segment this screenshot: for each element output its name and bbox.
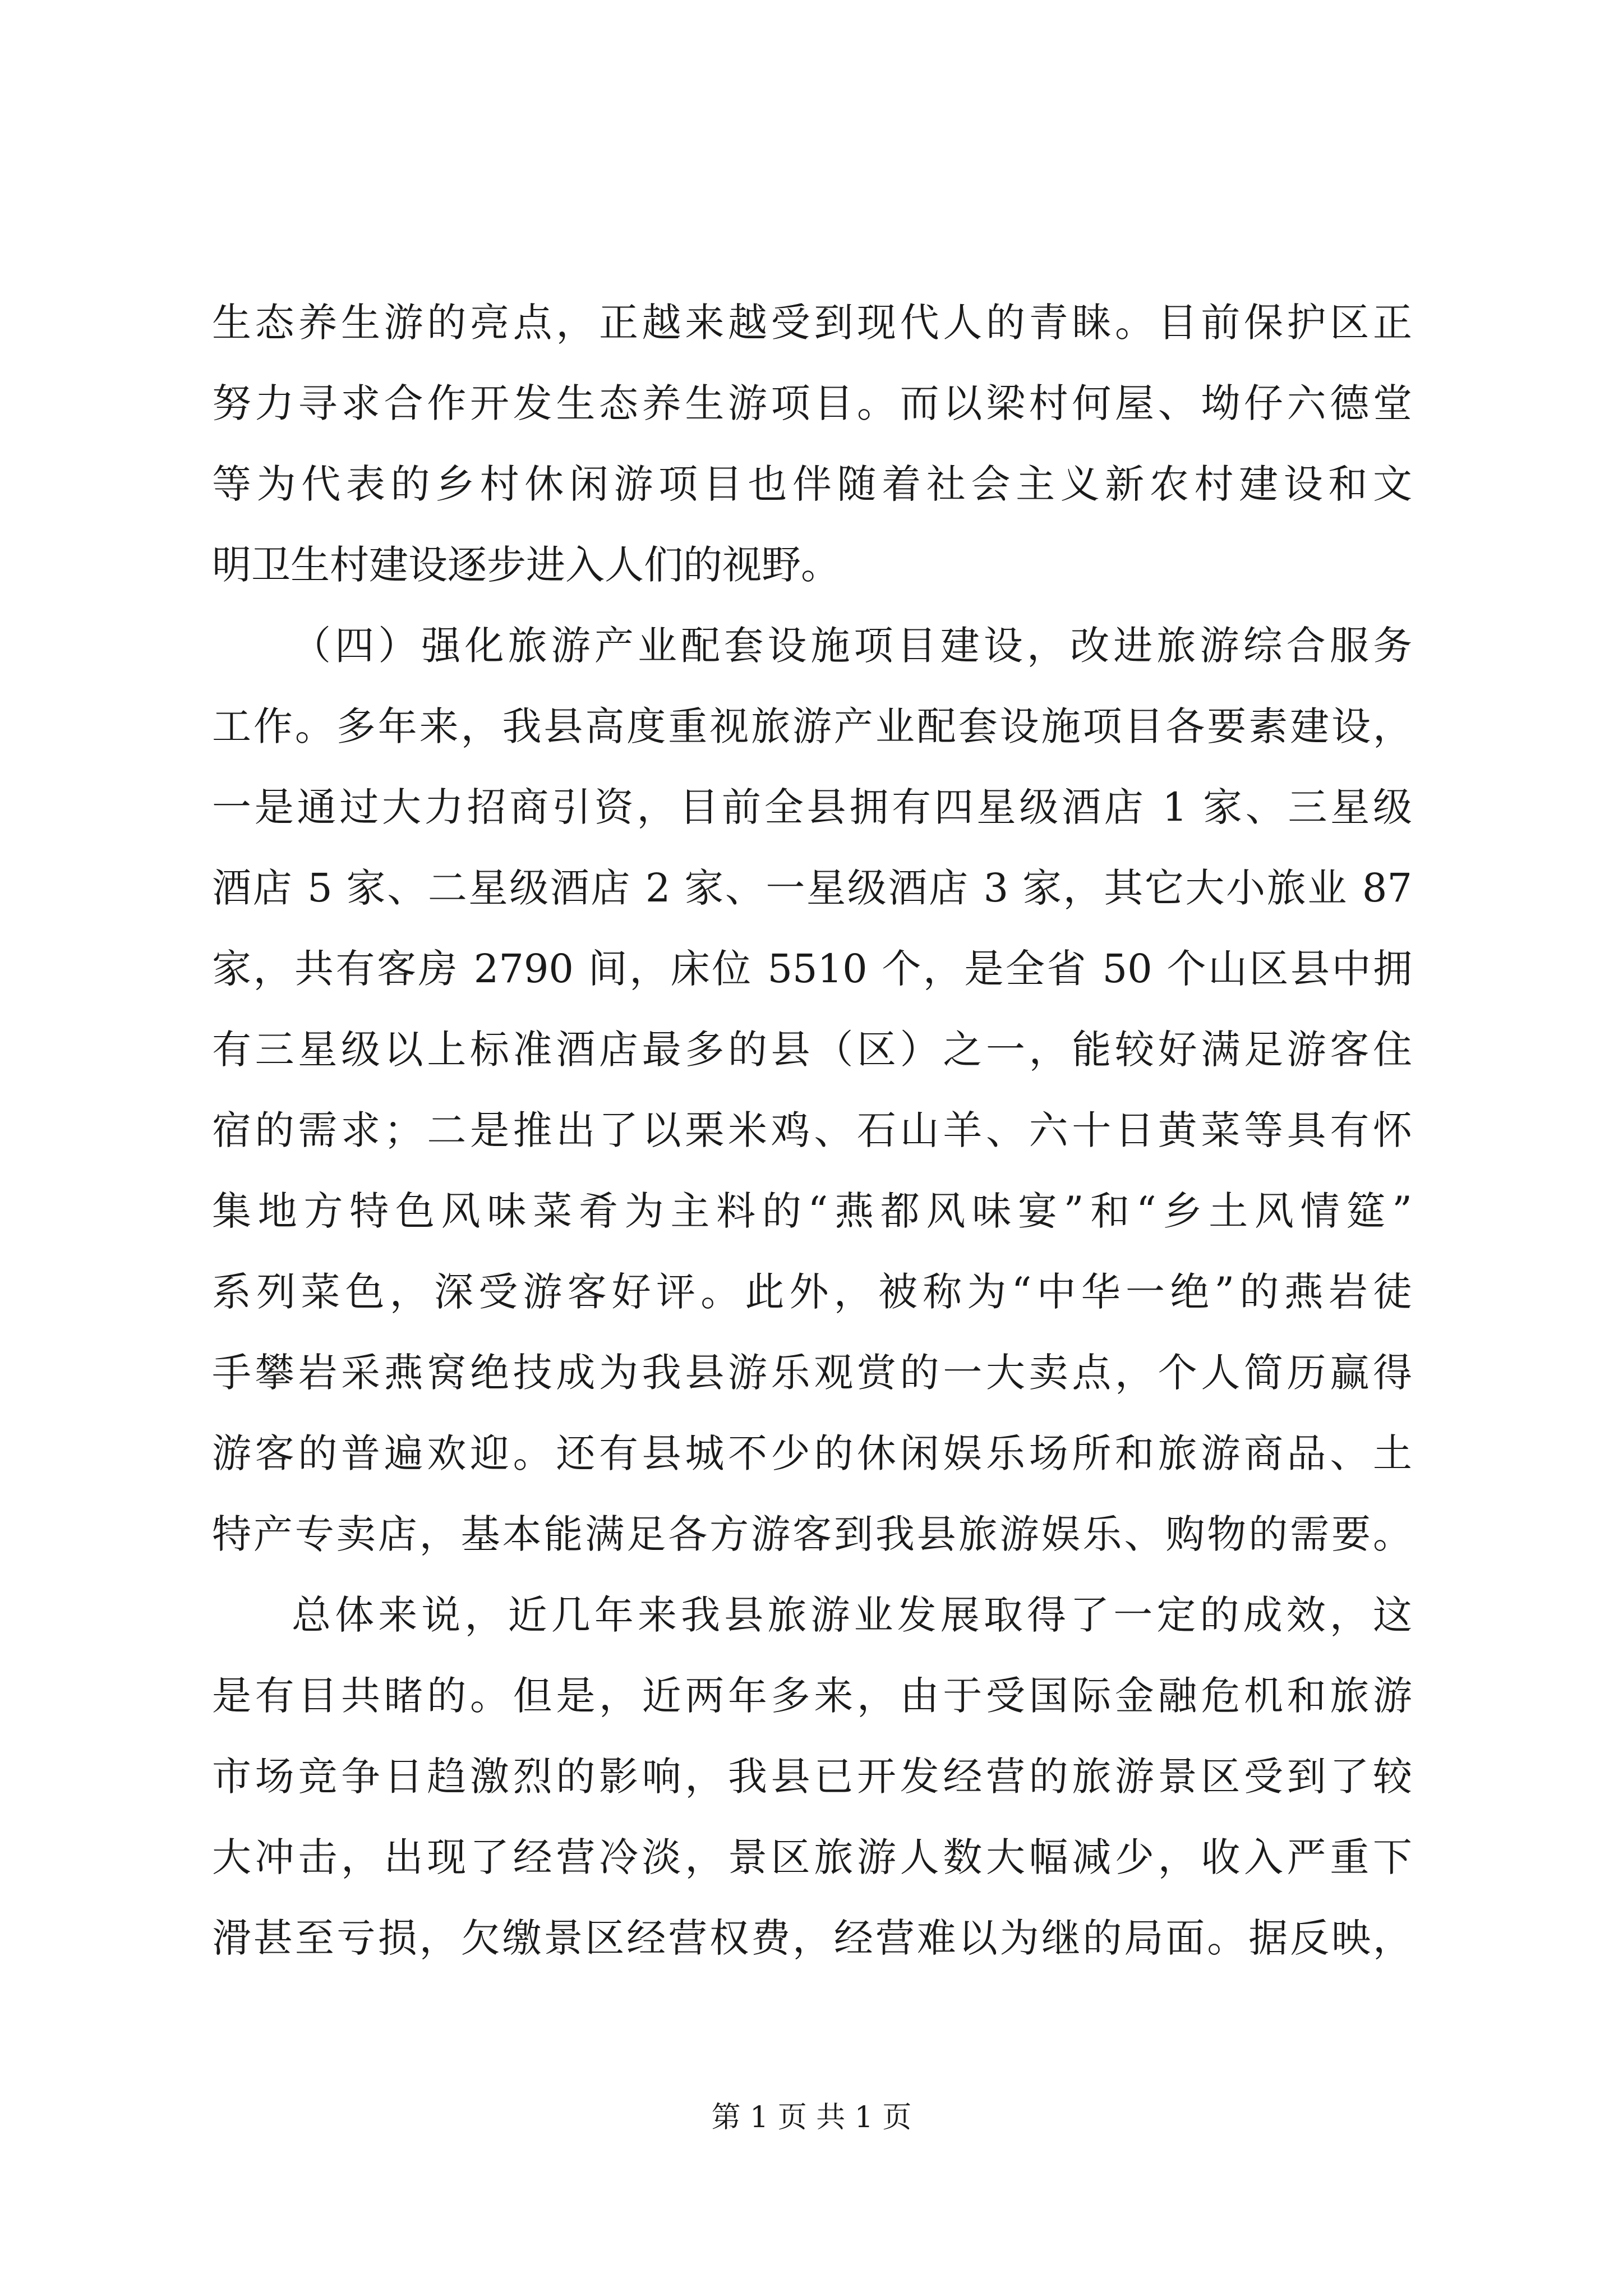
text-line: 市场竞争日趋激烈的影响，我县已开发经营的旅游景区受到了较	[212, 1754, 1412, 1800]
text-line: 家，共有客房 2790 间，床位 5510 个，是全省 50 个山区县中拥	[212, 946, 1412, 992]
text-line: 生态养生游的亮点，正越来越受到现代人的青睐。目前保护区正	[212, 300, 1412, 346]
paragraph-start-line: 总体来说，近几年来我县旅游业发展取得了一定的成效，这	[292, 1592, 1412, 1638]
text-line: 明卫生村建设逐步进入人们的视野。	[212, 542, 840, 588]
text-line: 工作。多年来，我县高度重视旅游产业配套设施项目各要素建设，	[212, 703, 1412, 749]
text-line: 游客的普遍欢迎。还有县城不少的休闲娱乐场所和旅游商品、土	[212, 1430, 1412, 1476]
text-line: 酒店 5 家、二星级酒店 2 家、一星级酒店 3 家，其它大小旅业 87	[212, 865, 1412, 911]
text-line: 宿的需求；二是推出了以栗米鸡、石山羊、六十日黄菜等具有怀	[212, 1107, 1412, 1153]
text-line: 努力寻求合作开发生态养生游项目。而以梁村何屋、坳仔六德堂	[212, 380, 1412, 426]
text-line: 集地方特色风味菜肴为主料的“燕都风味宴”和“乡土风情筵”	[212, 1188, 1412, 1234]
text-line: 滑甚至亏损，欠缴景区经营权费，经营难以为继的局面。据反映，	[212, 1915, 1412, 1961]
text-line: 特产专卖店，基本能满足各方游客到我县旅游娱乐、购物的需要。	[212, 1511, 1412, 1557]
text-line: 是有目共睹的。但是，近两年多来，由于受国际金融危机和旅游	[212, 1673, 1412, 1719]
text-line: 等为代表的乡村休闲游项目也伴随着社会主义新农村建设和文	[212, 461, 1412, 507]
page-footer: 第 1 页 共 1 页	[711, 2101, 912, 2134]
text-line: 一是通过大力招商引资，目前全县拥有四星级酒店 1 家、三星级	[212, 784, 1412, 830]
text-line: 有三星级以上标准酒店最多的县（区）之一，能较好满足游客住	[212, 1027, 1412, 1073]
text-line: 大冲击，出现了经营冷淡，景区旅游人数大幅减少，收入严重下	[212, 1834, 1412, 1880]
paragraph-start-line: （四）强化旅游产业配套设施项目建设，改进旅游综合服务	[292, 623, 1412, 669]
text-line: 系列菜色，深受游客好评。此外，被称为“中华一绝”的燕岩徒	[212, 1269, 1412, 1315]
text-line: 手攀岩采燕窝绝技成为我县游乐观赏的一大卖点，个人简历赢得	[212, 1350, 1412, 1396]
